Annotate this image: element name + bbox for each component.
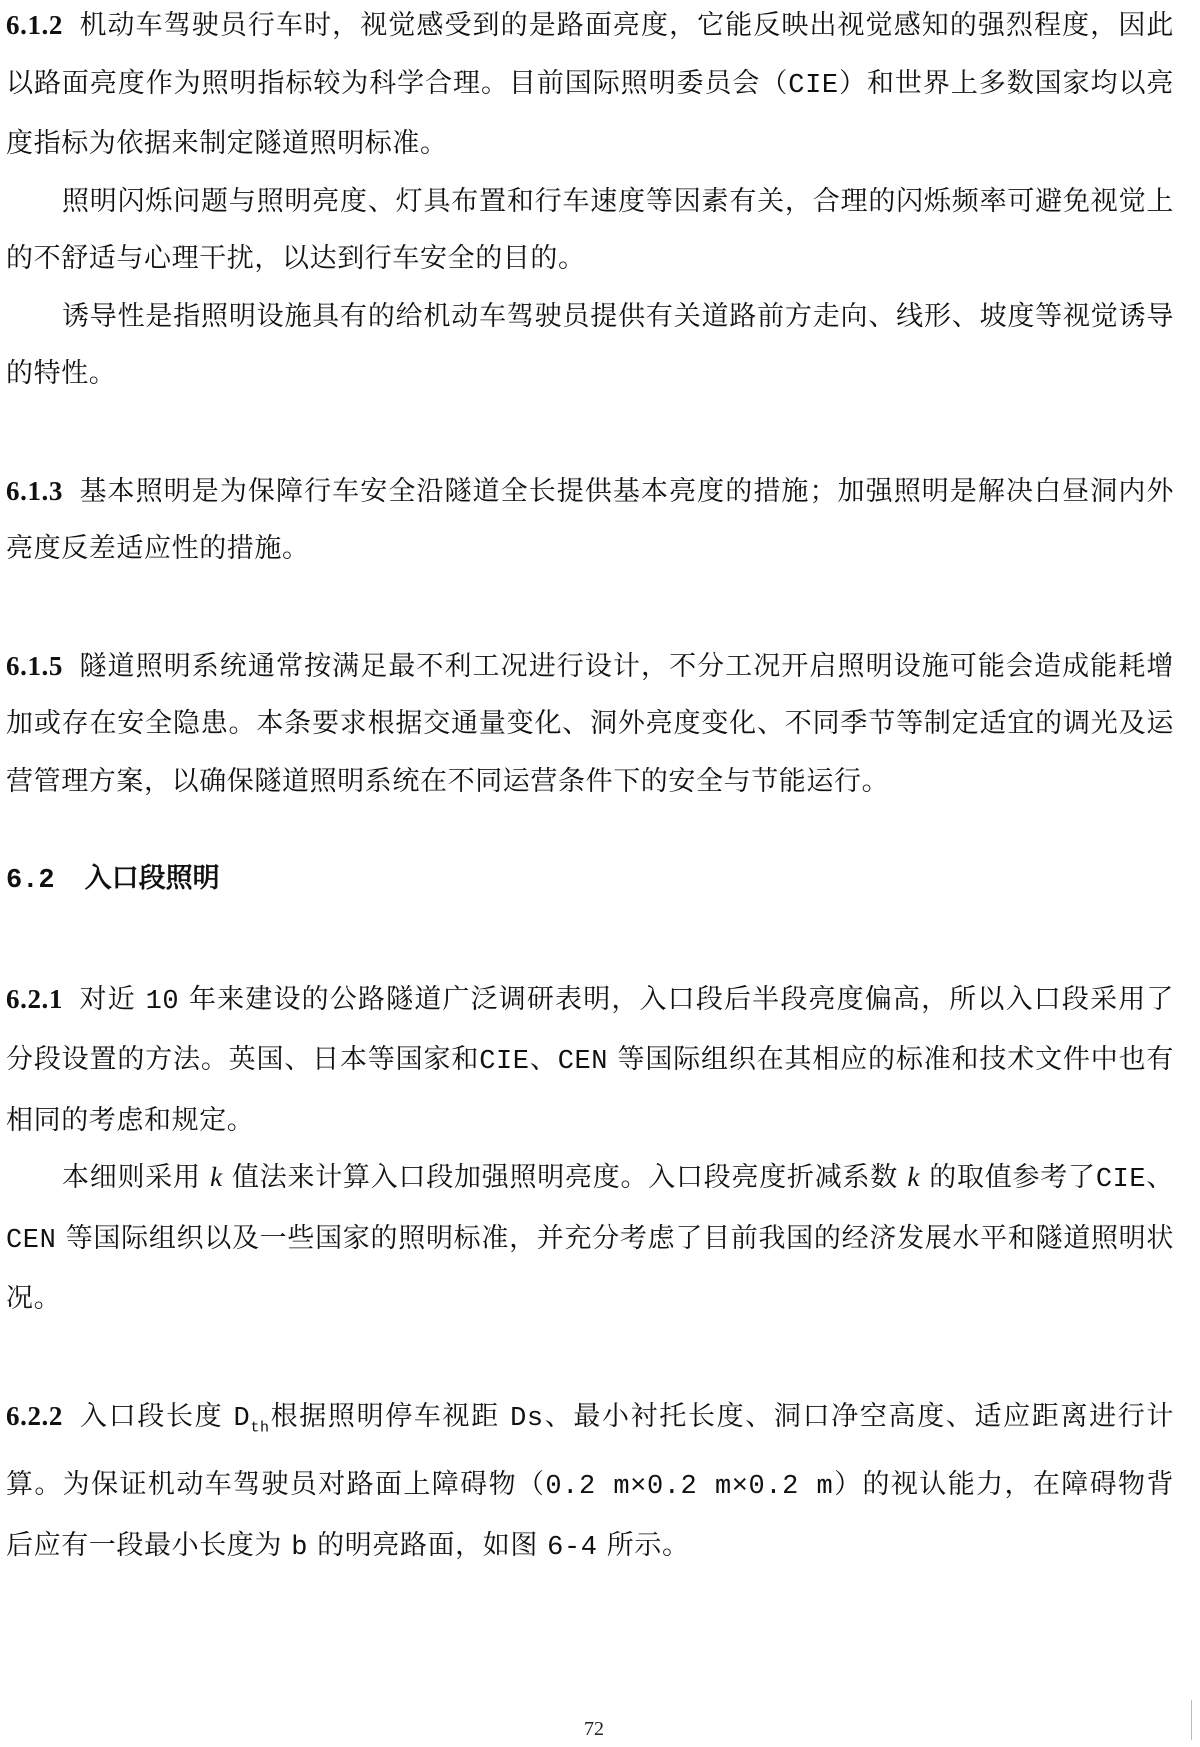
paragraph-guidance: 诱导性是指照明设施具有的给机动车驾驶员提供有关道路前方走向、线形、坡度等视觉诱导的特性。 [6, 300, 1174, 389]
paragraph-6-2-2: 6.2.2 入口段长度 $D_{th}$根据照明停车视距 Ds、最小衬托长度、洞口净空高度、适应距离进行计算。为保证机动车驾驶员对路面上障碍物（0.2 m×0.2 m×0.2 m）的视认能力，在障碍物背后应有一段最小长度为 b 的明亮路面，如图 6-4 所示。 [6, 1400, 1174, 1563]
clause-number: 6.1.3 [6, 475, 63, 506]
clause-number: 6.1.5 [6, 650, 63, 681]
paragraph-k-method: 本细则采用 k 值法来计算入口段加强照明亮度。入口段亮度折减系数 k 的取值参考了CIE、CEN 等国际组织以及一些国家的照明标准，并充分考虑了目前我国的经济发展水平和隧道照明状况。 [6, 1162, 1174, 1314]
clause-number: 6.1.2 [6, 10, 63, 40]
clause-number: 6.2.1 [6, 983, 63, 1014]
paragraph-6-1-5: 6.1.5 隧道照明系统通常按满足最不利工况进行设计，不分工况开启照明设施可能会造成能耗增加或存在安全隐患。本条要求根据交通量变化、洞外亮度变化、不同季节等制定适宜的调光及运营管理方案，以确保隧道照明系统在不同运营条件下的安全与节能运行。 [6, 650, 1174, 797]
document-page [6, 0, 1174, 1747]
paragraph-flicker: 照明闪烁问题与照明亮度、灯具布置和行车速度等因素有关，合理的闪烁频率可避免视觉上的不舒适与心理干扰，以达到行车安全的目的。 [6, 185, 1174, 274]
paragraph-6-1-3: 6.1.3 基本照明是为保障行车安全沿隧道全长提供基本亮度的措施；加强照明是解决白昼洞内外亮度反差适应性的措施。 [6, 475, 1174, 564]
section-title: 入口段照明 [84, 863, 220, 894]
clause-number: 6.2.2 [6, 1400, 63, 1431]
page-number: 72 [584, 1718, 604, 1740]
paragraph-6-2-1: 6.2.1 对近 10 年来建设的公路隧道广泛调研表明，入口段后半段亮度偏高，所以入口段采用了分段设置的方法。英国、日本等国家和CIE、CEN 等国际组织在其相应的标准和技术文件中也有相同的考虑和规定。 [6, 983, 1175, 1136]
section-number: 6.2 [6, 866, 55, 896]
page-edge-divider [1191, 1700, 1192, 1740]
paragraph-6-1-2: 6.1.2 机动车驾驶员行车时，视觉感受到的是路面亮度，它能反映出视觉感知的强烈程度，因此以路面亮度作为照明指标较为科学合理。目前国际照明委员会（CIE）和世界上多数国家均以亮度指标为依据来制定隧道照明标准。 [6, 10, 1174, 159]
section-heading-6-2 [6, 850, 1174, 911]
